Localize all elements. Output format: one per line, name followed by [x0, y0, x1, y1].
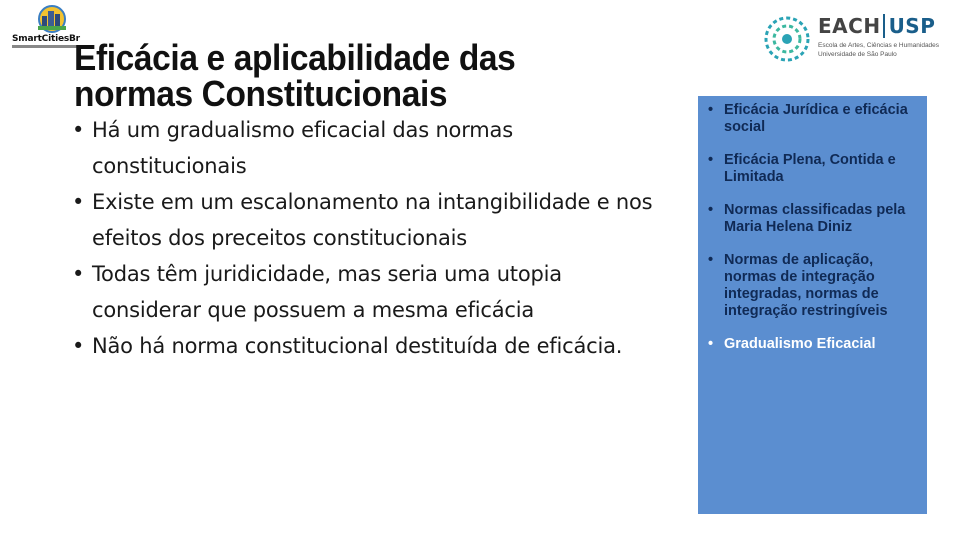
city-skyline-icon — [28, 4, 76, 34]
each-name: EACH — [818, 14, 881, 38]
summary-box — [698, 96, 927, 514]
bullet-dot: • — [72, 190, 85, 214]
bullet-text: Há um gradualismo eficacial das normas constitucionais — [92, 118, 513, 178]
summary-item-text: Normas classificadas pela Maria Helena Diniz — [724, 202, 906, 235]
each-usp-logo — [762, 8, 940, 70]
bullet-text: Existe em um escalonamento na intangibilidade e nos efeitos dos preceitos constitucionais — [92, 190, 653, 250]
bullet-dot: • — [72, 334, 85, 358]
bullet-text: Não há norma constitucional destituída de eficácia. — [92, 334, 623, 358]
summary-item-text: Gradualismo Eficacial — [724, 336, 876, 352]
summary-item — [708, 202, 921, 236]
bullet-dot: • — [72, 118, 85, 142]
list-item — [70, 112, 670, 184]
bullet-dot: • — [708, 202, 714, 218]
bullet-dot: • — [708, 102, 714, 118]
slide-title: Eficácia e aplicabilidade das normas Constitucionais — [74, 37, 516, 114]
summary-item — [708, 152, 921, 186]
bullet-dot: • — [708, 252, 714, 268]
list-item — [70, 328, 670, 364]
summary-item-text: Eficácia Jurídica e eficácia social — [724, 102, 908, 135]
summary-item-text: Eficácia Plena, Contida e Limitada — [724, 152, 896, 185]
bullet-dot: • — [708, 152, 714, 168]
summary-item — [708, 102, 921, 136]
school-name: Escola de Artes, Ciências e Humanidades — [818, 42, 940, 49]
summary-item — [708, 252, 921, 320]
list-item — [70, 256, 670, 328]
bullet-list — [70, 112, 670, 364]
usp-name: USP — [883, 14, 936, 38]
each-wordmark — [818, 14, 935, 38]
bullet-dot: • — [72, 262, 85, 286]
list-item — [70, 184, 670, 256]
summary-item-highlighted — [708, 336, 921, 353]
bullet-dot: • — [708, 336, 714, 352]
summary-item-text: Normas de aplicação, normas de integração integradas, normas de integração restringíveis — [724, 252, 888, 319]
bullet-text: Todas têm juridicidade, mas seria uma utopia considerar que possuem a mesma eficácia — [92, 262, 562, 322]
each-emblem-icon — [762, 14, 812, 64]
summary-list — [698, 96, 927, 353]
university-name: Universidade de São Paulo — [818, 51, 897, 58]
smartcitiesbr-logo-text: SmartCitiesBr — [12, 34, 80, 44]
